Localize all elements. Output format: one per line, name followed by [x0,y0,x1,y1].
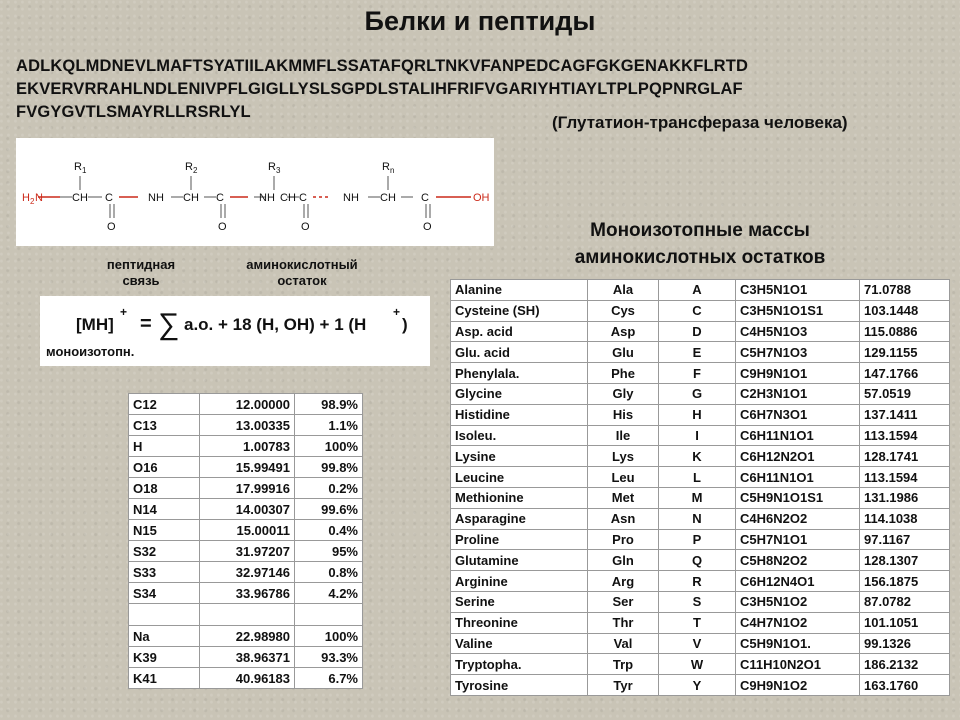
aa-name: Serine [451,591,588,612]
sum-icon: ∑ [158,308,180,341]
nh-label: NH [148,192,164,204]
table-row [129,604,363,626]
aa-abbr: Gly [588,383,659,404]
table-row [451,529,950,550]
table-row [129,647,363,668]
aa-formula: C5H8N2O2 [736,550,860,571]
h2n-subscript: 2 [30,197,35,206]
isotope-element: H [129,436,200,457]
table-row [129,626,363,647]
table-row [451,487,950,508]
isotope-element: C12 [129,394,200,415]
ch-label: CH [380,192,396,204]
table-row [451,467,950,488]
isotope-abundance: 95% [295,541,363,562]
aa-code: Y [659,675,736,696]
aa-abbr: Glu [588,342,659,363]
table-row [129,562,363,583]
isotope-element: O18 [129,478,200,499]
o-label: O [301,221,310,233]
table-row [451,654,950,675]
isotope-table [128,393,363,689]
table-row [451,446,950,467]
aa-name: Valine [451,633,588,654]
c-label: C [421,192,429,204]
aa-mass: 156.1875 [860,571,950,592]
aa-mass: 57.0519 [860,383,950,404]
isotope-mass: 31.97207 [200,541,295,562]
equals-sign: = [140,313,152,335]
aa-mass: 128.1741 [860,446,950,467]
aa-mass: 101.1051 [860,612,950,633]
aa-abbr: Thr [588,612,659,633]
aa-mass: 131.1986 [860,487,950,508]
aa-code: K [659,446,736,467]
table-row [451,300,950,321]
table-row [451,591,950,612]
isotope-abundance: 98.9% [295,394,363,415]
aa-mass: 97.1167 [860,529,950,550]
table-row [451,571,950,592]
isotope-element: K41 [129,668,200,689]
aa-abbr: Gln [588,550,659,571]
peptide-bond-label: пептидная связь [106,257,176,288]
aa-name: Cysteine (SH) [451,300,588,321]
aa-code: A [659,280,736,301]
aa-code: W [659,654,736,675]
o-label: O [423,221,432,233]
aa-code: H [659,404,736,425]
table-row [129,541,363,562]
table-row [451,425,950,446]
isotope-abundance: 6.7% [295,668,363,689]
isotope-mass: 14.00307 [200,499,295,520]
aa-name: Lysine [451,446,588,467]
sequence-line: ADLKQLMDNEVLMAFTSYATIILAKMMFLSSATAFQRLTNKVFANPEDCAGFGKGENAKKFLRTD [16,57,749,75]
table-row [129,583,363,604]
aa-code: C [659,300,736,321]
mono-label: моноизотопн. [46,344,135,359]
aa-formula: C4H6N2O2 [736,508,860,529]
isotope-mass: 33.96786 [200,583,295,604]
isotope-mass: 15.00011 [200,520,295,541]
o-label: O [218,221,227,233]
aa-mass: 115.0886 [860,321,950,342]
aa-mass: 137.1411 [860,404,950,425]
isotope-mass: 12.00000 [200,394,295,415]
mh-superscript: + [120,305,128,319]
aa-mass: 186.2132 [860,654,950,675]
table-row [451,675,950,696]
aa-abbr: Tyr [588,675,659,696]
table-row [129,499,363,520]
r-label: R [382,161,390,173]
c-label: C [216,192,224,204]
isotope-mass: 15.99491 [200,457,295,478]
isotope-abundance [295,604,363,626]
aa-code: V [659,633,736,654]
isotope-element: O16 [129,457,200,478]
h2n-label: H [22,192,30,204]
table-row [451,342,950,363]
nh-label: NH [343,192,359,204]
aa-formula: C6H7N3O1 [736,404,860,425]
aa-mass: 129.1155 [860,342,950,363]
table-row [451,321,950,342]
aa-mass: 71.0788 [860,280,950,301]
aa-mass: 113.1594 [860,467,950,488]
close-paren: ) [402,315,408,334]
aa-name: Tyrosine [451,675,588,696]
aa-abbr: His [588,404,659,425]
r-subscript: 1 [82,166,87,175]
aa-name: Glu. acid [451,342,588,363]
isotope-abundance: 0.2% [295,478,363,499]
aa-formula: C6H11N1O1 [736,467,860,488]
mono-title-line: Моноизотопные массы [590,220,810,241]
aa-abbr: Ala [588,280,659,301]
mass-formula [40,296,430,366]
table-row [451,404,950,425]
aa-code: R [659,571,736,592]
aa-code: I [659,425,736,446]
isotope-mass: 22.98980 [200,626,295,647]
nh-label: NH [259,192,275,204]
aa-formula: C5H7N1O3 [736,342,860,363]
sequence-line: FVGYGVTLSMAYRLLRSRLYL [16,103,251,121]
aa-code: N [659,508,736,529]
oh-label: OH [473,192,490,204]
aa-formula: C5H9N1O1. [736,633,860,654]
page-title: Белки и пептиды [364,6,596,36]
isotope-element: K39 [129,647,200,668]
aa-code: G [659,383,736,404]
sequence-line: EKVERVRRAHLNDLENIVPFLGIGLLYSLSGPDLSTALIHFRIFVGARIYHTIAYLTPLPQPNRGLAF [16,80,743,98]
aa-name: Arginine [451,571,588,592]
isotope-abundance: 100% [295,626,363,647]
aa-name: Asp. acid [451,321,588,342]
table-row [451,612,950,633]
aa-name: Threonine [451,612,588,633]
isotope-element: S33 [129,562,200,583]
aa-abbr: Pro [588,529,659,550]
o-label: O [107,221,116,233]
aa-mass: 113.1594 [860,425,950,446]
aa-abbr: Trp [588,654,659,675]
mh-label: [MH] [76,315,114,334]
aa-mass: 147.1766 [860,363,950,384]
aa-mass: 128.1307 [860,550,950,571]
isotope-mass: 13.00335 [200,415,295,436]
aa-code: S [659,591,736,612]
aa-formula: C3H5N1O1S1 [736,300,860,321]
isotope-abundance: 4.2% [295,583,363,604]
isotope-mass: 32.97146 [200,562,295,583]
table-row [451,383,950,404]
aa-mass: 103.1448 [860,300,950,321]
aa-abbr: Val [588,633,659,654]
aa-code: E [659,342,736,363]
aa-code: M [659,487,736,508]
ch-label: CH [280,192,296,204]
aa-name: Tryptopha. [451,654,588,675]
h-superscript: + [393,305,401,319]
aa-formula: C6H12N4O1 [736,571,860,592]
aa-name: Glutamine [451,550,588,571]
aa-abbr: Asn [588,508,659,529]
aa-formula: C9H9N1O2 [736,675,860,696]
isotope-abundance: 0.4% [295,520,363,541]
table-row [451,363,950,384]
aa-code: T [659,612,736,633]
isotope-abundance: 93.3% [295,647,363,668]
isotope-element: N14 [129,499,200,520]
r-subscript: n [390,166,395,175]
ch-label: CH [183,192,199,204]
table-row [129,457,363,478]
isotope-mass: 1.00783 [200,436,295,457]
aa-abbr: Leu [588,467,659,488]
isotope-element [129,604,200,626]
aa-formula: C11H10N2O1 [736,654,860,675]
aa-abbr: Phe [588,363,659,384]
isotope-element: N15 [129,520,200,541]
aa-name: Methionine [451,487,588,508]
aa-name: Isoleu. [451,425,588,446]
aa-name: Histidine [451,404,588,425]
amino-acid-table [450,279,950,696]
aa-mass: 114.1038 [860,508,950,529]
table-row [451,633,950,654]
r-label: R [74,161,82,173]
table-row [129,415,363,436]
aa-code: F [659,363,736,384]
aa-formula: C5H9N1O1S1 [736,487,860,508]
r-subscript: 3 [276,166,281,175]
table-row [129,520,363,541]
table-row [129,478,363,499]
aa-formula: C6H12N2O1 [736,446,860,467]
isotope-mass [200,604,295,626]
aa-abbr: Ile [588,425,659,446]
aa-code: L [659,467,736,488]
aa-abbr: Asp [588,321,659,342]
table-row [451,508,950,529]
isotope-abundance: 0.8% [295,562,363,583]
aa-formula: C6H11N1O1 [736,425,860,446]
aa-name: Phenylala. [451,363,588,384]
aa-name: Alanine [451,280,588,301]
aa-mass: 163.1760 [860,675,950,696]
aa-code: Q [659,550,736,571]
aa-formula: C3H5N1O2 [736,591,860,612]
isotope-element: S32 [129,541,200,562]
aa-name: Leucine [451,467,588,488]
protein-name: (Глутатион-трансфераза человека) [552,113,848,132]
aa-formula: C2H3N1O1 [736,383,860,404]
isotope-element: S34 [129,583,200,604]
r-label: R [268,161,276,173]
isotope-mass: 17.99916 [200,478,295,499]
aa-code: P [659,529,736,550]
c-label: C [105,192,113,204]
isotope-abundance: 100% [295,436,363,457]
aa-formula: C4H7N1O2 [736,612,860,633]
aa-name: Glycine [451,383,588,404]
table-row [129,436,363,457]
table-row [129,394,363,415]
isotope-mass: 38.96371 [200,647,295,668]
isotope-element: C13 [129,415,200,436]
isotope-abundance: 1.1% [295,415,363,436]
isotope-mass: 40.96183 [200,668,295,689]
isotope-abundance: 99.6% [295,499,363,520]
c-label: C [299,192,307,204]
table-row [451,550,950,571]
isotope-element: Na [129,626,200,647]
mono-title-line: аминокислотных остатков [574,247,826,268]
aa-mass: 87.0782 [860,591,950,612]
n-label: N [35,192,43,204]
aa-abbr: Arg [588,571,659,592]
sum-expression: a.o. + 18 (H, OH) + 1 (H [184,315,367,334]
aa-abbr: Ser [588,591,659,612]
mono-masses-title [545,217,855,271]
aa-name: Proline [451,529,588,550]
ch-label: CH [72,192,88,204]
r-label: R [185,161,193,173]
peptide-structure-diagram [16,138,494,246]
aa-name: Asparagine [451,508,588,529]
aa-code: D [659,321,736,342]
aa-formula: C4H5N1O3 [736,321,860,342]
aa-abbr: Lys [588,446,659,467]
r-subscript: 2 [193,166,198,175]
aa-abbr: Met [588,487,659,508]
isotope-abundance: 99.8% [295,457,363,478]
aa-formula: C9H9N1O1 [736,363,860,384]
aa-formula: C3H5N1O1 [736,280,860,301]
amino-residue-label: аминокислотный остаток [246,257,358,288]
aa-mass: 99.1326 [860,633,950,654]
aa-formula: C5H7N1O1 [736,529,860,550]
table-row [451,280,950,301]
aa-abbr: Cys [588,300,659,321]
table-row [129,668,363,689]
